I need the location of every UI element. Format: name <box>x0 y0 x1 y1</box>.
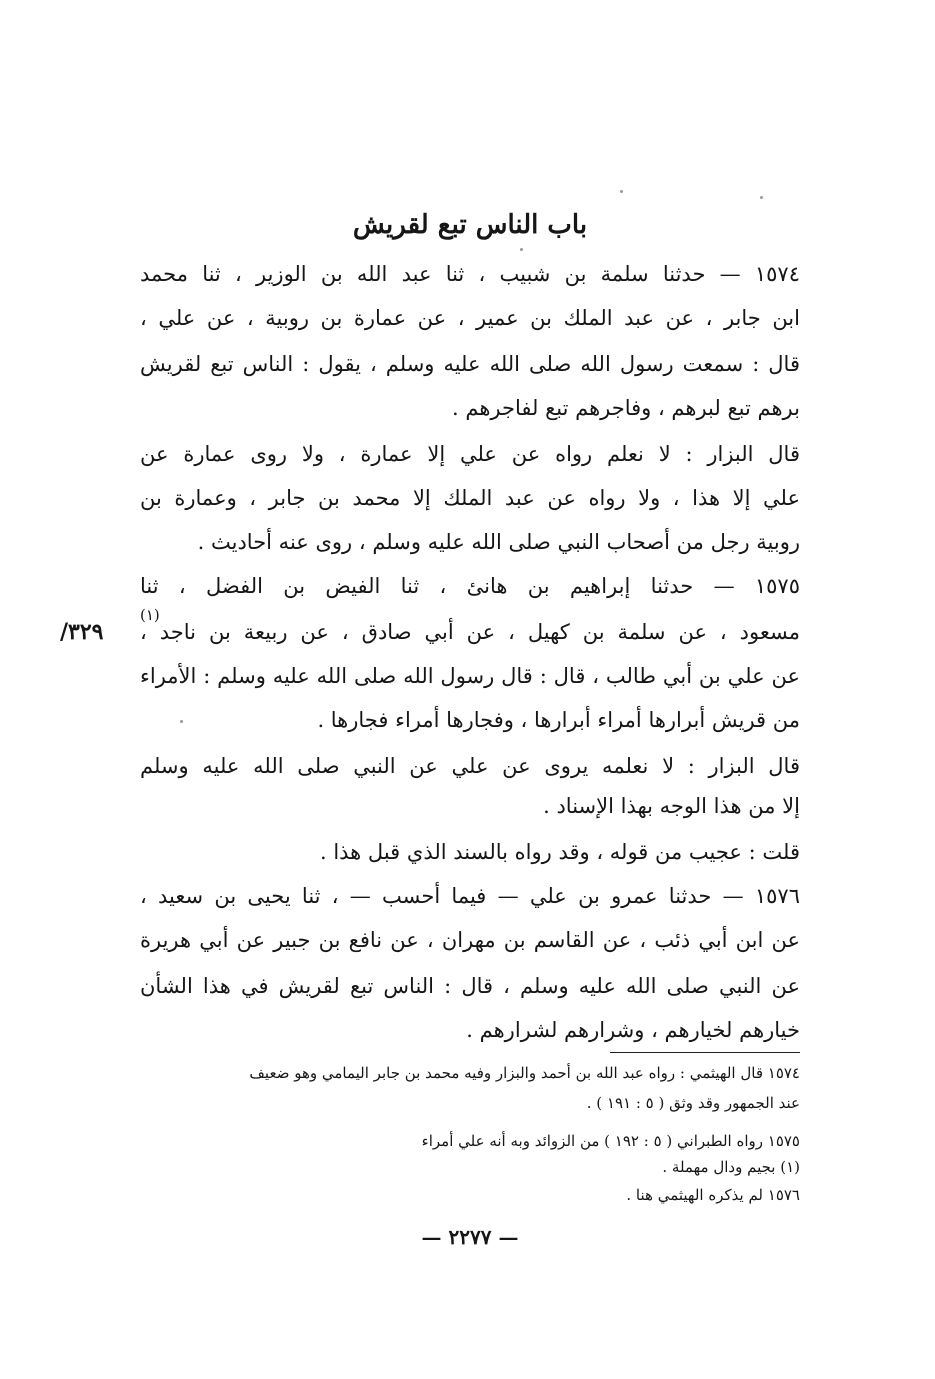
text-line: علي إلا هذا ، ولا رواه عن عبد الملك إلا محمد بن جابر ، وعمارة بن <box>140 486 800 510</box>
text-line: برهم تبع لبرهم ، وفاجرهم تبع لفاجرهم . <box>452 396 800 420</box>
text-line: مسعود ، عن سلمة بن كهيل ، عن أبي صادق ، عن ربيعة بن ناجد ، <box>140 620 800 644</box>
scan-speck <box>620 190 623 193</box>
scan-speck <box>520 248 523 251</box>
text-line: من قريش أبرارها أمراء أبرارها ، وفجارها أمراء فجارها . <box>317 708 800 732</box>
page-number: — ٢٢٧٧ — <box>421 1225 519 1249</box>
text-line: ابن جابر ، عن عبد الملك بن عمير ، عن عمارة بن روبية ، عن علي ، <box>140 306 800 330</box>
text-line: ١٥٧٥ — حدثنا إبراهيم بن هانئ ، ثنا الفيض بن الفضل ، ثنا <box>140 574 800 598</box>
text-line: قال البزار : لا نعلمه يروى عن علي عن النبي صلى الله عليه وسلم <box>140 754 800 778</box>
scan-speck <box>180 720 183 723</box>
text-line: إلا من هذا الوجه بهذا الإسناد . <box>543 794 800 818</box>
margin-reference: ٣٢٩/ <box>60 619 104 645</box>
text-line: عن ابن أبي ذئب ، عن القاسم بن مهران ، عن نافع بن جبير عن أبي هريرة <box>140 928 800 952</box>
text-line: ١٥٧٤ — حدثنا سلمة بن شبيب ، ثنا عبد الله بن الوزير ، ثنا محمد <box>140 262 800 286</box>
text-line: ١٥٧٦ — حدثنا عمرو بن علي — فيما أحسب — ، ثنا يحيى بن سعيد ، <box>140 884 800 908</box>
text-line: عن علي بن أبي طالب ، قال : قال رسول الله صلى الله عليه وسلم : الأمراء <box>140 664 800 688</box>
footnote-line: ١٥٧٥ رواه الطبراني ( ٥ : ١٩٢ ) من الزوائد وبه أنه علي أمراء <box>421 1132 800 1150</box>
footnote-line: ١٥٧٦ لم يذكره الهيثمي هنا . <box>626 1186 800 1204</box>
text-line: روبية رجل من أصحاب النبي صلى الله عليه وسلم ، روى عنه أحاديث . <box>197 530 800 554</box>
text-line: عن النبي صلى الله عليه وسلم ، قال : الناس تبع لقريش في هذا الشأن <box>140 974 800 998</box>
text-line: قلت : عجيب من قوله ، وقد رواه بالسند الذي قبل هذا . <box>319 840 800 864</box>
chapter-heading: باب الناس تبع لقريش <box>352 210 588 240</box>
footnote-divider <box>610 1052 800 1053</box>
footnote-line: (١) بجيم ودال مهملة . <box>662 1158 800 1176</box>
footnote-line: عند الجمهور وقد وثق ( ٥ : ١٩١ ) . <box>586 1094 800 1112</box>
footnote-marker: (١) <box>140 606 160 624</box>
scan-speck <box>760 196 763 199</box>
text-line: قال : سمعت رسول الله صلى الله عليه وسلم ، يقول : الناس تبع لقريش <box>140 352 800 376</box>
text-line: قال البزار : لا نعلم رواه عن علي إلا عمارة ، ولا روى عمارة عن <box>140 442 800 466</box>
footnote-line: ١٥٧٤ قال الهيثمي : رواه عبد الله بن أحمد والبزار وفيه محمد بن جابر اليمامي وهو ضعيف <box>249 1064 800 1082</box>
text-line: خيارهم لخيارهم ، وشرارهم لشرارهم . <box>466 1018 800 1042</box>
